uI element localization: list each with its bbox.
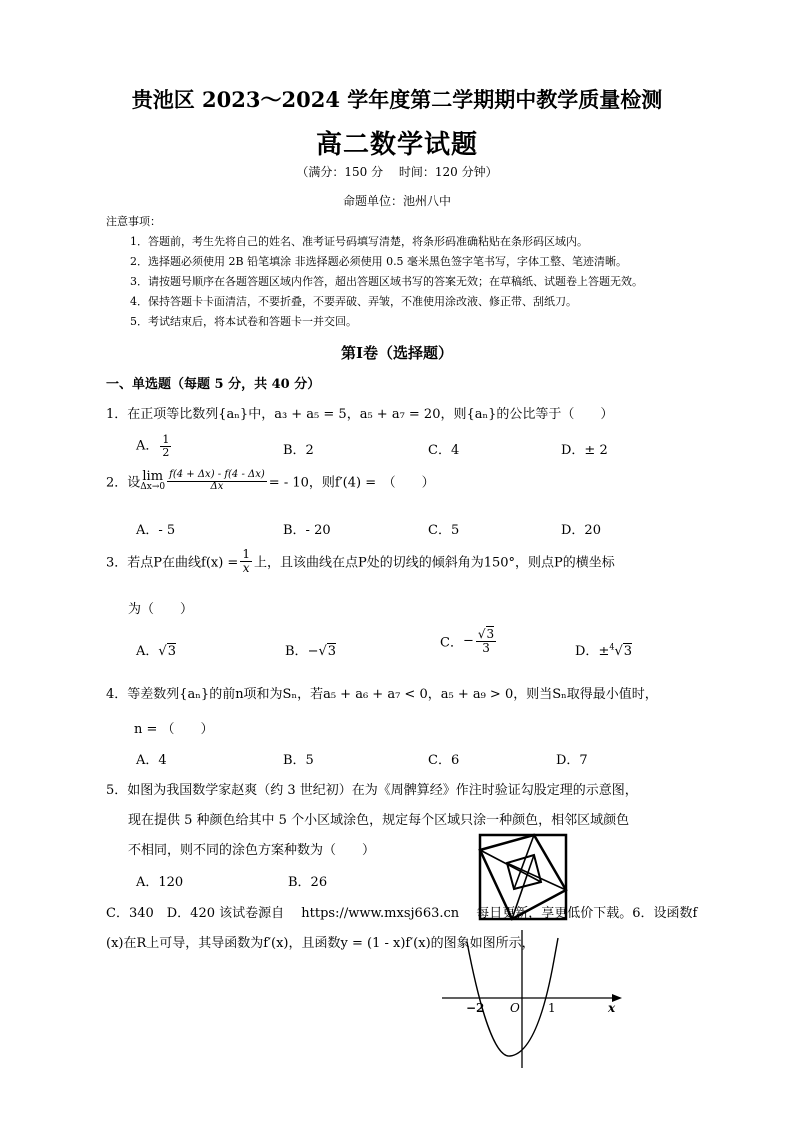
q1-stem: 1．在正项等比数列{aₙ}中，a₃ + a₅ = 5，a₅ + a₇ = 20，则{aₙ}的公比等于（ ） [106,407,614,422]
q5-option-b: B．26 [288,875,328,890]
q1-option-d: D．± 2 [561,443,608,458]
notice-item: 2．选择题必须使用 2B 铅笔填涂 非选择题必须使用 0.5 毫米黑色签字笔书写，字体工整、笔迹清晰。 [130,255,628,268]
q2-lim: lim [142,469,164,484]
q4-stem-line2: n = （ ） [134,722,214,737]
notice-item: 5．考试结束后，将本试卷和答题卡一并交回。 [130,315,357,328]
q5-line3: 不相同，则不同的涂色方案种数为（ ） [128,843,376,858]
q1-a-numerator: 1 [162,433,170,446]
q2-frac-numerator: f(4 + Δx) - f(4 - Δx) [169,469,265,480]
q3-option-a: A．√3 [136,644,176,659]
q4-option-b: B．5 [283,753,314,768]
q4-option-a: A．4 [136,753,167,768]
q2-option-c: C．5 [428,523,460,538]
curve [467,938,558,1056]
q2-stem: 2．设 lim Δx→0 $\frac{f(4 + \Delta x) - f(4 - \Delta x)}{\Delta x}$ = - 10，则f′(4) = （ ） [106,469,435,492]
q1-option-c: C．4 [428,443,460,458]
q4-option-d: D．7 [556,753,588,768]
subject-title: 高二数学试题 [315,130,478,160]
issuer-label: 命题单位： [342,194,403,208]
q6-line2: (x)在R上可导，其导函数为f′(x)，且函数y = (1 - x)f′(x)的图象如图所示， [106,936,535,951]
q3-option-d: D．±$^4$√3 [575,642,633,659]
notice-item: 4．保持答题卡卡面清洁，不要折叠，不要弄破、弄皱，不准使用涂改液、修正带、刮纸刀。 [130,295,577,308]
q3-stem-line2: 为（ ） [128,602,194,617]
q5-option-a: A．120 [136,875,184,890]
q1-option-b: B．2 [283,443,314,458]
exam-title: 贵池区 2023～2024 学年度第二学期期中教学质量检测 [131,87,663,112]
q3-stem: 3．若点P在曲线f(x) = $\frac{1}{x}$ 上，且该曲线在点P处的切线的倾斜角为150°，则点P的横坐标 [106,547,615,575]
notice-item: 3．请按题号顺序在各题答题区域内作答，超出答题区域书写的答案无效；在草稿纸、试题卷上答题无效。 [130,275,643,288]
q6-line1: C．340 D．420 该试卷源自 https://www.mxsj663.cn 每日更新，享更低价下载。6．设函数f [106,906,698,921]
q2-lim-sub: Δx→0 [140,482,166,492]
q2-frac-denominator: Δx [210,480,224,492]
q4-stem: 4．等差数列{aₙ}的前n项和为Sₙ，若a₅ + a₆ + a₇ < 0，a₅ + a₉ > 0，则当Sₙ取得最小值时， [106,687,658,702]
score-time: （满分：150 分 时间：120 分钟） [296,165,498,179]
q1-option-a: A． $\frac{1}{2}$ [136,433,170,459]
part1-title: 第Ⅰ卷（选择题） [340,344,454,362]
function-graph [440,930,630,1072]
q3-frac-numerator: 1 [242,547,250,561]
q2-option-d: D．20 [561,523,601,538]
label-origin: O [510,1001,520,1015]
issuer-value: 池州八中 [403,194,452,208]
q2-option-b: B．- 20 [283,523,331,538]
issuer [0,192,794,209]
q1-a-denominator: 2 [162,445,170,459]
q3-option-b: B．−√3 [285,644,337,659]
q5-line2: 现在提供 5 种颜色给其中 5 个小区域涂色，规定每个区域只涂一种颜色，相邻区域颜色 [128,813,630,828]
label-x: x [608,1001,616,1015]
label-one: 1 [548,1001,556,1015]
section-heading: 一、单选题（每题 5 分，共 40 分） [106,377,321,392]
q3-option-c: C．− $\frac{√3}{3}$ [440,627,495,655]
q4-option-c: C．6 [428,753,460,768]
q5-line1: 5．如图为我国数学家赵爽（约 3 世纪初）在为《周髀算经》作注时验证勾股定理的示意图， [106,783,638,798]
notice-item: 1．答题前，考生先将自己的姓名、准考证号码填写清楚，将条形码准确粘贴在条形码区域内。 [130,235,588,248]
label-neg2: −2 [466,1001,485,1015]
q3-frac-denominator: x [242,560,250,575]
q2-option-a: A．- 5 [136,523,176,538]
notice-heading: 注意事项： [106,215,161,228]
